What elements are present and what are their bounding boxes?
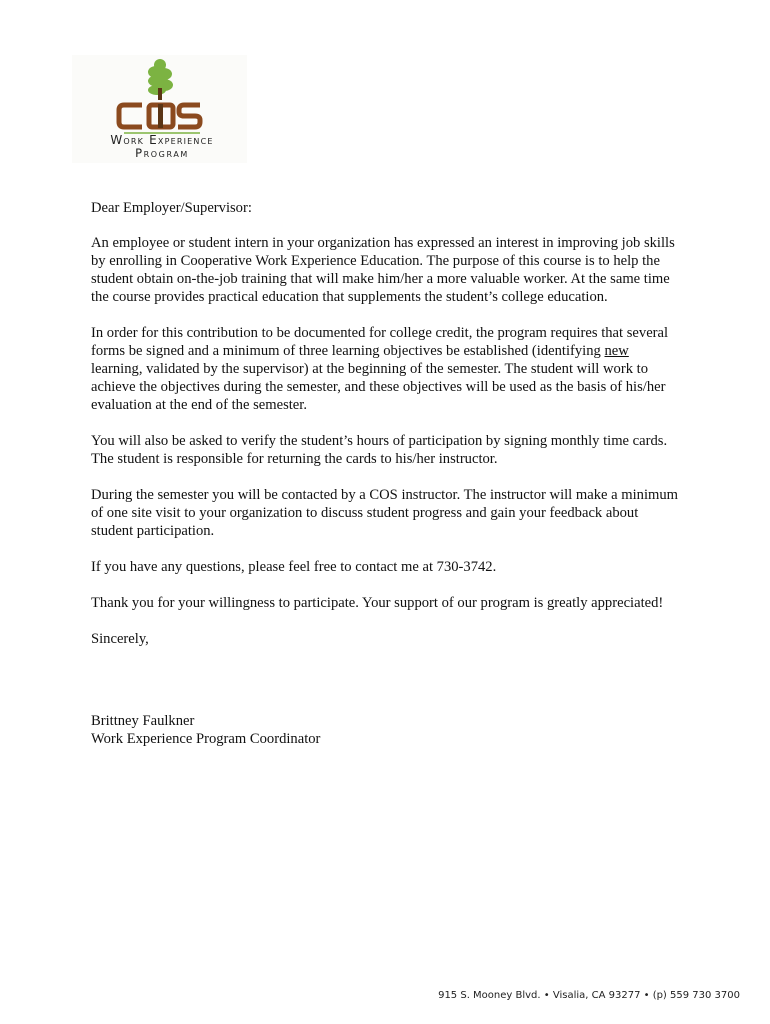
- paragraph-1: [91, 234, 711, 306]
- paragraph-line: During the semester you will be contacted by a COS instructor. The instructor will make a minimum: [91, 487, 679, 503]
- paragraph-line: The student is responsible for returning the cards to his/her instructor.: [91, 451, 498, 467]
- paragraph-line: learning, validated by the supervisor) at the beginning of the semester. The student will work to: [91, 361, 648, 377]
- logo-tagline-line2: Program: [135, 146, 189, 160]
- paragraph-5: If you have any questions, please feel free to contact me at 730-3742.: [91, 559, 497, 575]
- logo-tagline-line1: Work Experience: [110, 133, 214, 147]
- paragraph-2: [91, 324, 711, 414]
- signature-space: [91, 666, 711, 712]
- signer-title: Work Experience Program Coordinator: [91, 731, 321, 747]
- paragraph-line: student obtain on-the-job training that will make him/her a more valuable worker. At the same time: [91, 271, 670, 287]
- footer-address: 915 S. Mooney Blvd. • Visalia, CA 93277 • (p) 559 730 3700: [438, 990, 740, 1001]
- paragraph-6: Thank you for your willingness to participate. Your support of our program is greatly appreciated!: [91, 595, 664, 611]
- letter-body: [91, 199, 711, 748]
- paragraph-text: forms be signed and a minimum of three learning objectives be established (identifying: [91, 343, 605, 359]
- closing: Sincerely,: [91, 631, 149, 647]
- paragraph-line: the course provides practical education that supplements the student’s college education.: [91, 289, 608, 305]
- signer-name: Brittney Faulkner: [91, 713, 195, 729]
- paragraph-line: An employee or student intern in your organization has expressed an interest in improving job skills: [91, 235, 675, 251]
- paragraph-line: student participation.: [91, 523, 215, 539]
- paragraph-line: [91, 342, 711, 360]
- paragraph-line: In order for this contribution to be documented for college credit, the program requires that several: [91, 325, 669, 341]
- paragraph-line: evaluation at the end of the semester.: [91, 397, 307, 413]
- paragraph-line: of one site visit to your organization to discuss student progress and gain your feedback about: [91, 505, 639, 521]
- paragraph-line: achieve the objectives during the semester, and these objectives will be used as the basis of his/her: [91, 379, 666, 395]
- paragraph-3: [91, 432, 711, 468]
- salutation: Dear Employer/Supervisor:: [91, 200, 252, 216]
- paragraph-4: [91, 486, 711, 540]
- signature-block: [91, 712, 711, 748]
- cos-logo: [72, 55, 247, 163]
- underlined-word: new: [604, 343, 629, 359]
- paragraph-line: by enrolling in Cooperative Work Experience Education. The purpose of this course is to help the: [91, 253, 660, 269]
- tree-logo-graphic: [72, 55, 247, 135]
- logo-name: COS: [72, 55, 74, 56]
- paragraph-line: You will also be asked to verify the student’s hours of participation by signing monthly time cards.: [91, 433, 668, 449]
